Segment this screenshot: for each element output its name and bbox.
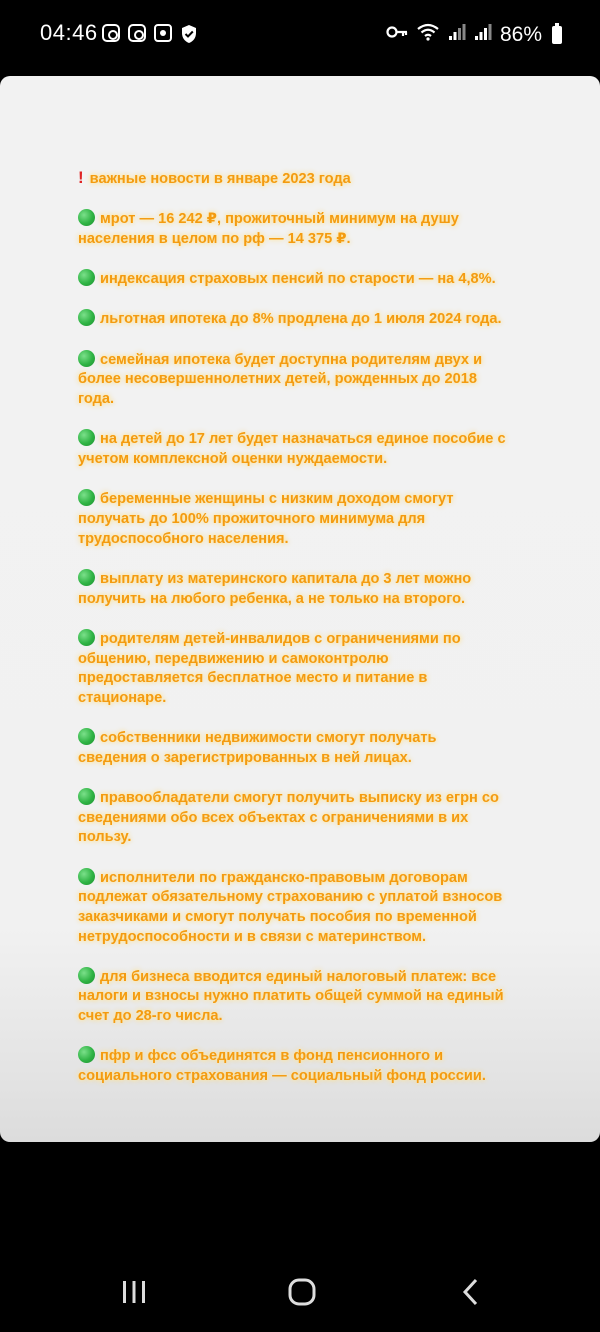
news-item <box>78 728 558 768</box>
news-item <box>78 269 558 290</box>
news-item <box>78 1046 558 1086</box>
news-item <box>78 209 558 249</box>
recent-apps-icon <box>120 1279 148 1305</box>
green-circle-icon <box>78 1046 95 1063</box>
news-item <box>78 788 558 848</box>
news-item-text: сведения о зарегистрированных в ней лицах. <box>78 749 412 766</box>
news-item-text: беременные женщины с низким доходом смогут <box>100 491 454 508</box>
news-item-text: семейная ипотека будет доступна родителям двух и <box>100 351 483 368</box>
news-item-text: трудоспособного населения. <box>78 530 289 547</box>
status-bar <box>0 0 600 70</box>
news-item-text: нетрудоспособности и в связи с материнством. <box>78 928 427 945</box>
system-status-icons <box>386 22 562 47</box>
green-circle-icon <box>78 209 95 226</box>
news-item <box>78 429 558 469</box>
news-item <box>78 350 558 410</box>
green-circle-icon <box>78 309 95 326</box>
green-circle-icon <box>78 788 95 805</box>
news-item-text: пфр и фсс объединятся в фонд пенсионного и <box>100 1048 444 1065</box>
news-item <box>78 569 558 609</box>
green-circle-icon <box>78 569 95 586</box>
news-item <box>78 629 558 708</box>
battery-percent: 86% <box>499 22 542 46</box>
news-item-text: выплату из материнского капитала до 3 лет можно <box>100 571 472 587</box>
news-item-text: льготная ипотека до 8% продлена до 1 июля 2024 года. <box>100 311 502 328</box>
news-item-text: предоставляется бесплатное место и питание в <box>78 670 428 687</box>
news-list <box>78 168 558 1106</box>
news-item-text: более несовершеннолетних детей, рожденных до 2018 <box>78 371 477 388</box>
news-header <box>78 168 558 190</box>
news-item <box>78 967 558 1027</box>
news-item <box>78 489 558 549</box>
news-item-text: счет до 28-го числа. <box>78 1008 223 1025</box>
news-item-text: на детей до 17 лет будет назначаться единое пособие с <box>100 431 506 448</box>
news-item-text: исполнители по гражданско-правовым договорам <box>100 869 468 886</box>
instagram-icon <box>128 24 146 42</box>
home-icon <box>287 1277 317 1307</box>
news-item-text: правообладатели смогут получить выписку из егрн со <box>100 790 499 807</box>
news-item-text: сведениями обо всех объектах с ограничениями в их <box>78 809 469 826</box>
green-circle-icon <box>78 350 95 367</box>
news-item-text: собственники недвижимости смогут получать <box>100 730 437 747</box>
green-circle-icon <box>78 728 95 745</box>
news-item-text: заказчиками и смогут получать пособия по временной <box>78 908 477 925</box>
shield-check-icon <box>180 24 198 42</box>
wifi-icon <box>416 22 440 47</box>
news-item-text: учетом комплексной оценки нуждаемости. <box>78 451 388 468</box>
green-circle-icon <box>78 429 95 446</box>
news-item <box>78 868 558 947</box>
news-item-text: родителям детей-инвалидов с ограничениями по <box>100 630 461 647</box>
news-item-text: населения в целом по рф — 14 375 ₽. <box>78 230 351 247</box>
news-item-text: налоги и взносы нужно платить общей суммой на единый <box>78 988 504 1005</box>
status-time: 04:46 <box>40 20 98 45</box>
back-icon <box>460 1277 482 1307</box>
news-header-text: важные новости в январе 2023 года <box>89 171 351 187</box>
signal-icon <box>474 23 492 46</box>
news-item-text: года. <box>78 391 115 408</box>
news-item-text: для бизнеса вводится единый налоговый платеж: все <box>100 968 497 985</box>
green-circle-icon <box>78 629 95 646</box>
green-circle-icon <box>78 489 95 506</box>
news-item-text: получать до 100% прожиточного минимума для <box>78 511 426 528</box>
green-circle-icon <box>78 868 95 885</box>
news-item-text: пользу. <box>78 829 132 846</box>
key-icon <box>386 25 408 44</box>
signal-icon <box>448 23 466 46</box>
news-item-text: подлежат обязательному страхованию с уплатой взносов <box>78 889 503 906</box>
exclamation-icon: ! <box>78 168 84 187</box>
back-button[interactable] <box>451 1272 491 1312</box>
notification-icons <box>102 24 198 42</box>
green-circle-icon <box>78 967 95 984</box>
battery-icon <box>552 26 562 44</box>
news-item-text: социального страхования — социальный фонд россии. <box>78 1068 486 1085</box>
news-item-text: общению, передвижению и самоконтролю <box>78 650 389 667</box>
navigation-bar <box>0 1142 600 1332</box>
news-item-text: индексация страховых пенсий по старости — на 4,8%. <box>100 271 496 288</box>
story-card[interactable] <box>0 76 600 1142</box>
news-item-text: получить на любого ребенка, а не только на второго. <box>78 590 466 607</box>
instagram-icon <box>102 24 120 42</box>
news-item-text: мрот — 16 242 ₽, прожиточный минимум на душу <box>100 211 459 228</box>
square-app-icon <box>154 24 172 42</box>
recent-apps-button[interactable] <box>114 1272 154 1312</box>
green-circle-icon <box>78 269 95 286</box>
news-item-text: стационаре. <box>78 689 167 706</box>
home-button[interactable] <box>282 1272 322 1312</box>
news-item <box>78 309 558 330</box>
